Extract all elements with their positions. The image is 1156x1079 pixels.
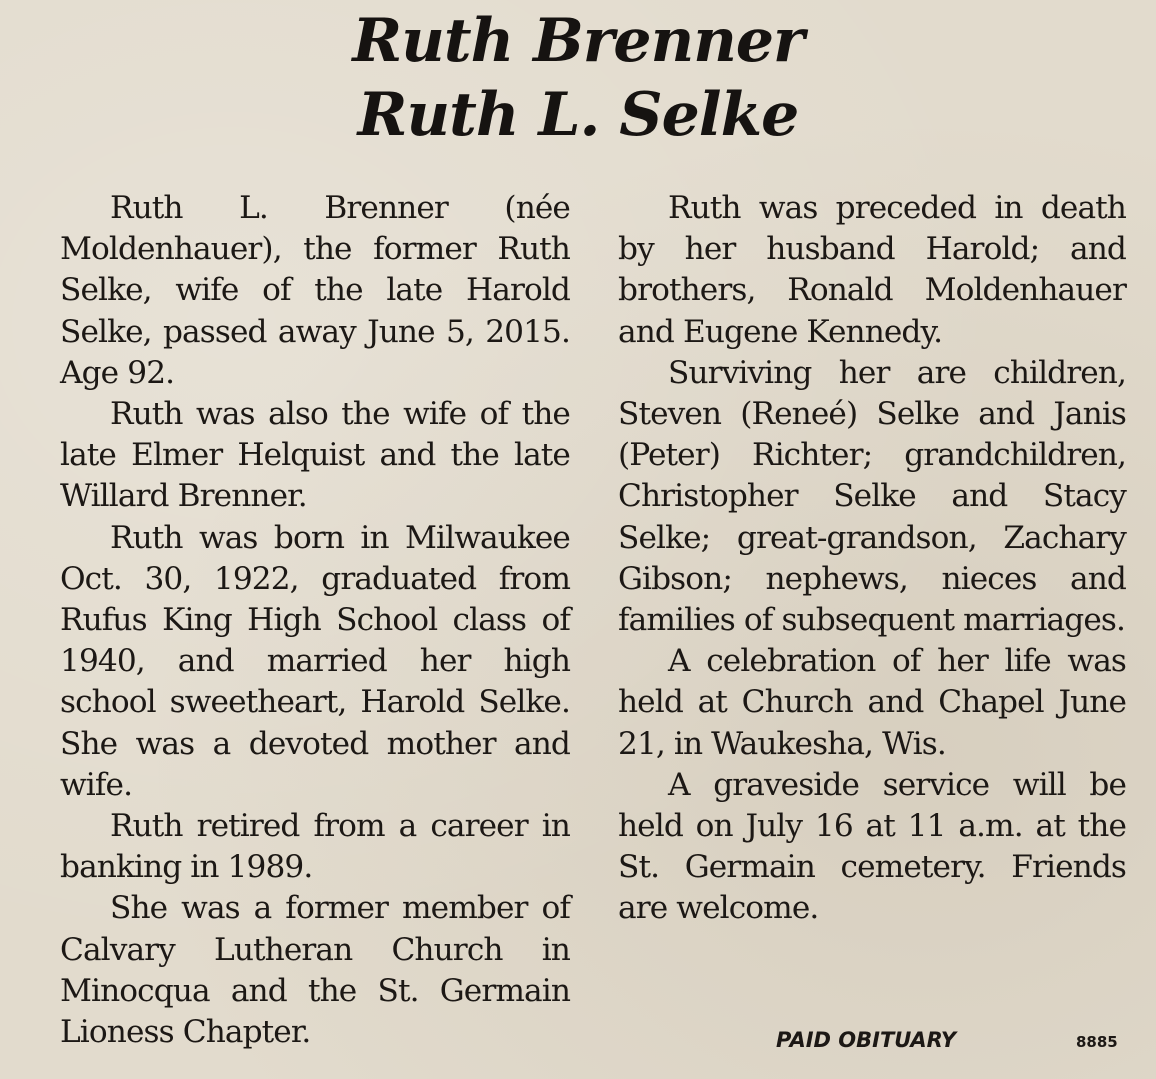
paragraph: A celebration of her life was held at Church and Chapel June 21, in Waukesha, Wis. — [618, 643, 1126, 762]
paid-obituary-label: PAID OBITUARY — [776, 1028, 957, 1052]
paragraph: Ruth was born in Milwaukee Oct. 30, 1922, graduated from Rufus King High School class of 1940, and married her high school sweetheart, Harold Selke. She was a devoted mother and wife. — [60, 519, 570, 803]
obituary-title — [0, 4, 1156, 152]
paragraph: Ruth was preceded in death by her husband Harold; and brothers, Ronald Moldenhauer and Eugene Kennedy. — [618, 190, 1126, 350]
ad-code: 8885 — [1076, 1033, 1118, 1051]
left-column — [60, 188, 570, 1053]
paragraph: Surviving her are children, Steven (Reneé) Selke and Janis (Peter) Richter; grandchildren, Christopher Selke and Stacy Selke; great-grandson, Zachary Gibson; nephews, nieces and families of subsequent marriages. — [618, 354, 1126, 639]
title-line-2: Ruth L. Selke — [357, 80, 799, 150]
paragraph: She was a former member of Calvary Lutheran Church in Minocqua and the St. Germain Lioness Chapter. — [60, 890, 570, 1051]
paragraph: Ruth L. Brenner (née Moldenhauer), the former Ruth Selke, wife of the late Harold Selke, passed away June 5, 2015. Age 92. — [60, 190, 570, 391]
paragraph: Ruth retired from a career in banking in 1989. — [60, 808, 570, 886]
right-column — [618, 188, 1126, 930]
paragraph: A graveside service will be held on July 16 at 11 a.m. at the St. Germain cemetery. Friends are welcome. — [618, 766, 1126, 927]
paragraph: Ruth was also the wife of the late Elmer Helquist and the late Willard Brenner. — [60, 396, 570, 515]
title-line-1: Ruth Brenner — [352, 6, 804, 76]
